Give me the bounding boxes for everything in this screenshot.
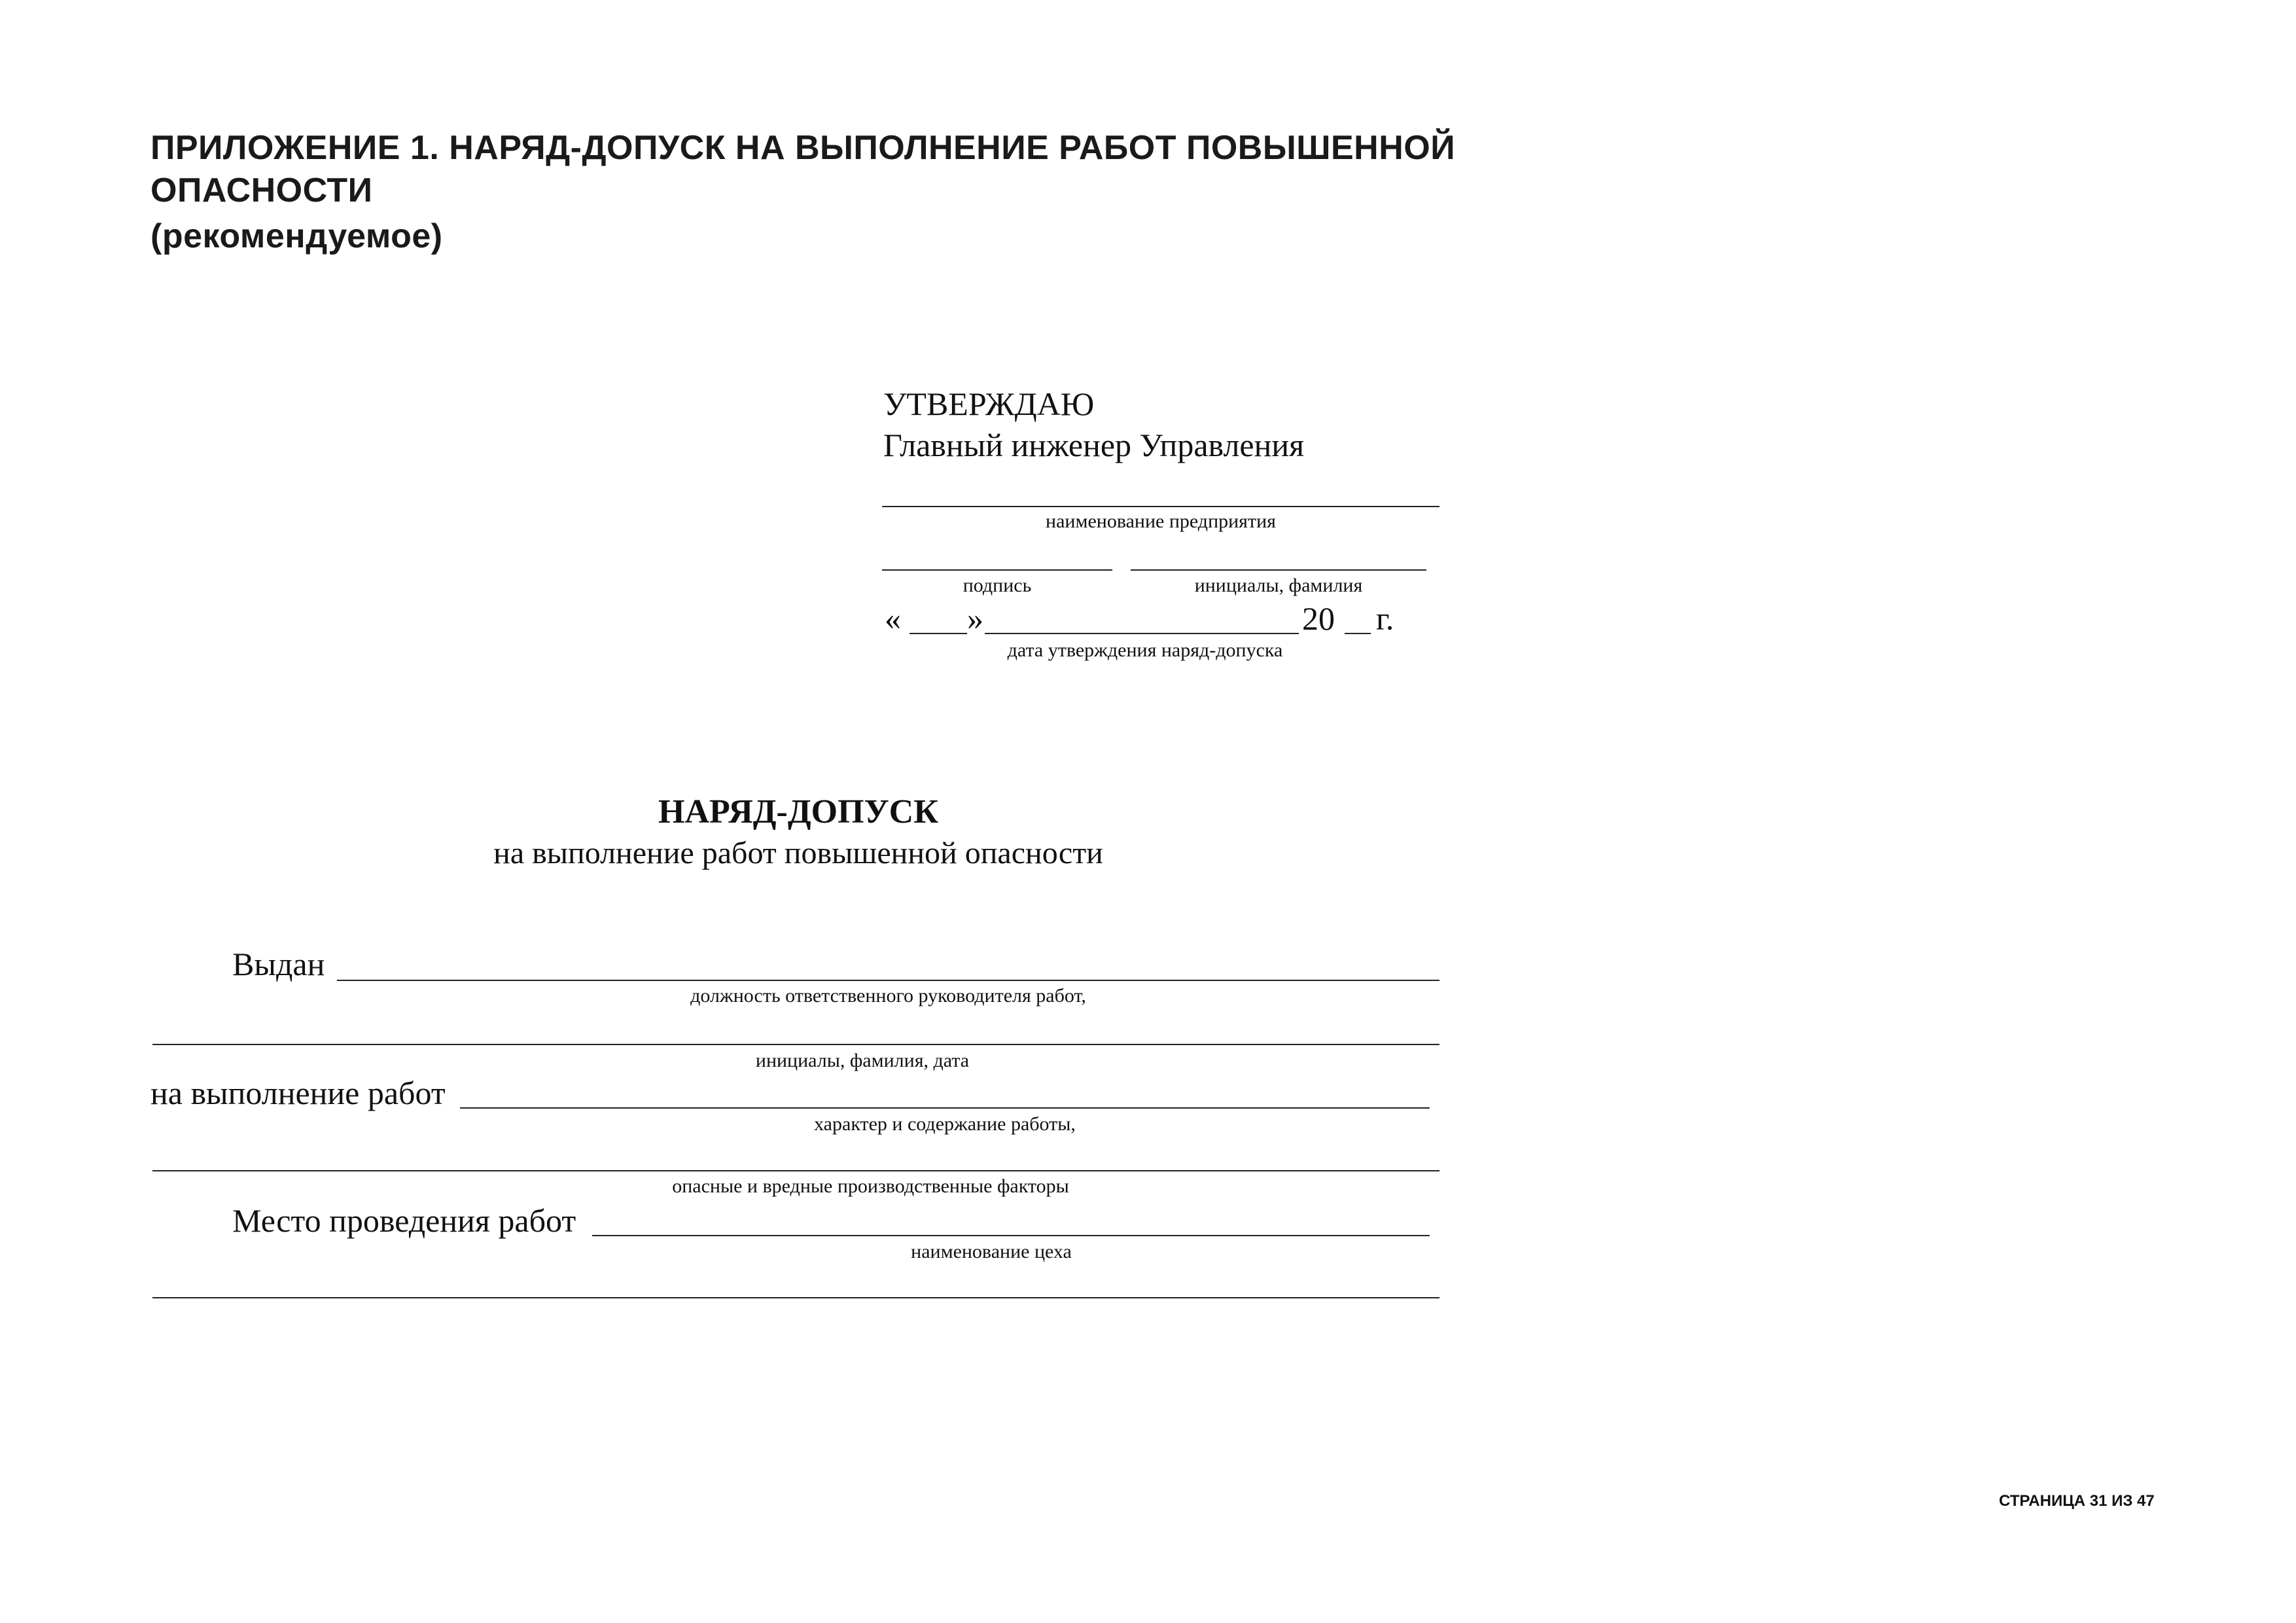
approver-position: Главный инженер Управления (883, 427, 1305, 463)
approve-word: УТВЕРЖДАЮ (883, 385, 1095, 422)
initials-line[interactable] (1131, 569, 1426, 571)
initials-date-caption: инициалы, фамилия, дата (755, 1050, 970, 1071)
appendix-title-line1: ПРИЛОЖЕНИЕ 1. НАРЯД-ДОПУСК НА ВЫПОЛНЕНИЕ РАБОТ ПОВЫШЕННОЙ (150, 129, 1456, 167)
quote-close: » (967, 600, 983, 637)
place-label: Место проведения работ (232, 1202, 576, 1239)
signature-line[interactable] (882, 569, 1112, 571)
hazards-caption: опасные и вредные производственные факторы (672, 1175, 1069, 1197)
appendix-title-line2: ОПАСНОСТИ (150, 171, 373, 209)
work-field[interactable] (460, 1107, 1430, 1109)
issued-caption: должность ответственного руководителя работ, (690, 985, 1086, 1007)
work-label: на выполнение работ (150, 1075, 446, 1111)
initials-date-field[interactable] (152, 1044, 1439, 1045)
hazards-field[interactable] (152, 1170, 1439, 1171)
day-line[interactable] (910, 633, 967, 634)
initials-caption: инициалы, фамилия (1194, 575, 1363, 596)
place-field[interactable] (592, 1235, 1430, 1236)
year-suffix: г. (1376, 600, 1394, 637)
issued-label: Выдан (232, 946, 325, 982)
permit-title: НАРЯД-ДОПУСК (658, 793, 938, 830)
enterprise-line[interactable] (882, 506, 1439, 507)
permit-subtitle: на выполнение работ повышенной опасности (493, 836, 1103, 870)
enterprise-caption: наименование предприятия (1046, 510, 1276, 532)
issued-field[interactable] (337, 980, 1439, 981)
month-line[interactable] (985, 633, 1299, 634)
place-caption: наименование цеха (911, 1241, 1072, 1262)
quote-open: « (885, 600, 901, 637)
date-caption: дата утверждения наряд-допуска (1007, 639, 1283, 661)
year-line[interactable] (1345, 633, 1371, 634)
page-number: СТРАНИЦА 31 ИЗ 47 (1999, 1492, 2155, 1510)
appendix-title-line3: (рекомендуемое) (150, 217, 443, 255)
year-prefix: 20 (1302, 600, 1335, 637)
place-extra-field[interactable] (152, 1297, 1439, 1298)
signature-caption: подпись (963, 575, 1032, 596)
work-caption: характер и содержание работы, (814, 1113, 1076, 1135)
